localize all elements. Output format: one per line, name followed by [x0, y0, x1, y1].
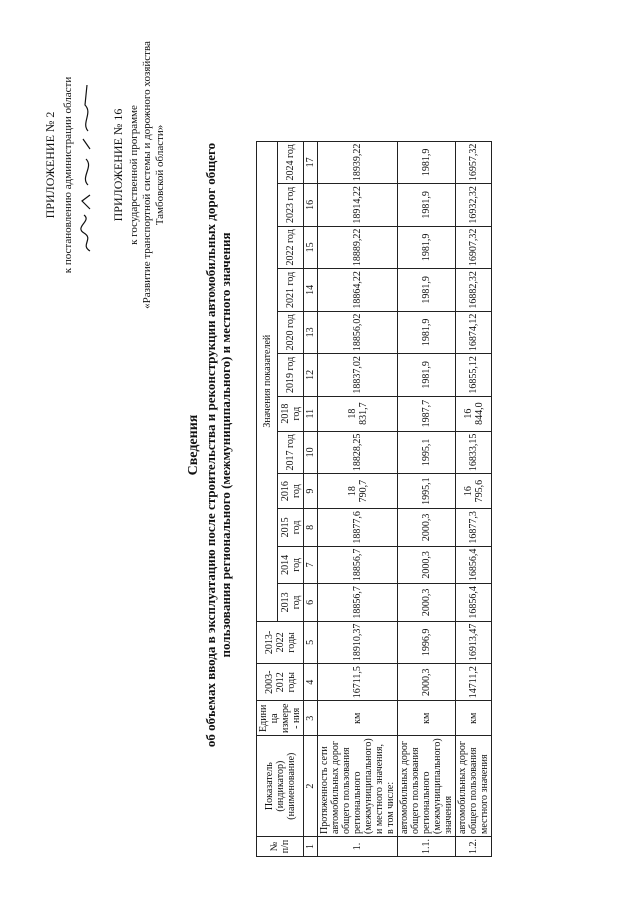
column-number: 4 — [304, 664, 318, 701]
row-value: 1981,9 — [398, 226, 456, 269]
row-value: 2000,3 — [398, 664, 456, 701]
table-header-row — [257, 141, 278, 856]
row-value: 18856,02 — [318, 311, 398, 354]
header-year: 2019 год — [278, 354, 304, 397]
header-year: 2014 год — [278, 546, 304, 584]
column-number: 9 — [304, 474, 318, 509]
header-unit: Едини ца измере - ния — [257, 701, 304, 736]
column-number: 13 — [304, 311, 318, 354]
row-value: 16 795,6 — [456, 474, 492, 509]
column-number: 5 — [304, 621, 318, 664]
title-main: Сведения — [186, 414, 201, 476]
column-number: 12 — [304, 354, 318, 397]
row-value: 18856,7 — [318, 546, 398, 584]
column-number: 6 — [304, 584, 318, 622]
row-value: 1995,1 — [398, 474, 456, 509]
row-unit: км — [398, 701, 456, 736]
row-value: 1981,9 — [398, 184, 456, 227]
row-unit: км — [456, 701, 492, 736]
header-year: 2013 год — [278, 584, 304, 622]
header-year: 2021 год — [278, 269, 304, 312]
column-number: 11 — [304, 396, 318, 431]
row-value: 1981,9 — [398, 141, 456, 184]
row-value: 16855,12 — [456, 354, 492, 397]
appendix-16-subtitle-line3: Тамбовской области» — [154, 124, 166, 226]
row-value: 16932,32 — [456, 184, 492, 227]
column-number: 7 — [304, 546, 318, 584]
row-value: 16 844,0 — [456, 396, 492, 431]
column-number: 14 — [304, 269, 318, 312]
row-value: 2000,3 — [398, 509, 456, 547]
row-number: 1.2. — [456, 837, 492, 857]
column-number: 8 — [304, 509, 318, 547]
appendix-16-subtitle-line1: к государственной программе — [128, 105, 140, 245]
row-indicator: автомобильных дорог общего пользования местного значения — [456, 736, 492, 837]
row-value: 18864,22 — [318, 269, 398, 312]
appendix-16-subtitle — [128, 0, 167, 365]
row-value: 18939,22 — [318, 141, 398, 184]
row-value: 16957,32 — [456, 141, 492, 184]
row-value: 16882,32 — [456, 269, 492, 312]
header-num: № п/п — [257, 837, 304, 857]
column-number: 16 — [304, 184, 318, 227]
row-value: 14711,2 — [456, 664, 492, 701]
row-value: 18877,6 — [318, 509, 398, 547]
row-indicator: Протяженность сети автомобильных дорог общего пользования регионального (межмуниципального) и местного значения, в том числе: — [318, 736, 398, 837]
column-number: 10 — [304, 431, 318, 474]
row-value: 18910,37 — [318, 621, 398, 664]
row-value: 16877,3 — [456, 509, 492, 547]
appendix-2-subtitle: к постановлению администрации области — [62, 76, 74, 274]
appendix-16-subtitle-line2: «Развитие транспортной системы и дорожного хозяйства — [141, 41, 153, 309]
header-values-group: Значения показателей — [257, 141, 278, 621]
row-value: 1996,9 — [398, 621, 456, 664]
row-value: 1987,7 — [398, 396, 456, 431]
header-year: 2022 год — [278, 226, 304, 269]
handwritten-signature — [78, 75, 96, 255]
table-row — [318, 141, 398, 856]
row-value: 2000,3 — [398, 546, 456, 584]
row-value: 18914,22 — [318, 184, 398, 227]
header-period-2013-2022: 2013- 2022 годы — [257, 621, 304, 664]
row-value: 1981,9 — [398, 269, 456, 312]
indicators-table — [256, 141, 492, 857]
row-number: 1. — [318, 837, 398, 857]
table-column-numbers-row — [304, 141, 318, 856]
header-year: 2016 год — [278, 474, 304, 509]
document-title — [186, 45, 233, 845]
row-value: 1981,9 — [398, 354, 456, 397]
row-value: 16711,5 — [318, 664, 398, 701]
row-unit: км — [318, 701, 398, 736]
column-number: 3 — [304, 701, 318, 736]
header-indicator: Показатель (индикатор) (наименование) — [257, 736, 304, 837]
table-row — [398, 141, 456, 856]
header-year: 2017 год — [278, 431, 304, 474]
row-value: 18 831,7 — [318, 396, 398, 431]
row-value: 18889,22 — [318, 226, 398, 269]
row-value: 16856,4 — [456, 584, 492, 622]
row-value: 16856,4 — [456, 546, 492, 584]
row-value: 16833,15 — [456, 431, 492, 474]
row-value: 16913,47 — [456, 621, 492, 664]
row-value: 18856,7 — [318, 584, 398, 622]
row-value: 2000,3 — [398, 584, 456, 622]
header-year: 2023 год — [278, 184, 304, 227]
row-value: 1995,1 — [398, 431, 456, 474]
header-year: 2015 год — [278, 509, 304, 547]
title-line-1: об объемах ввода в эксплуатацию после строительства и реконструкции автомобильных дорог общего — [203, 142, 218, 748]
row-number: 1.1. — [398, 837, 456, 857]
table-body — [318, 141, 492, 856]
column-number: 15 — [304, 226, 318, 269]
header-period-2003-2012: 2003- 2012 годы — [257, 664, 304, 701]
table-row — [456, 141, 492, 856]
header-year: 2020 год — [278, 311, 304, 354]
header-year: 2018 год — [278, 396, 304, 431]
row-value: 18828,25 — [318, 431, 398, 474]
row-indicator: автомобильных дорог общего пользования регионального (межмуниципального) значения — [398, 736, 456, 837]
title-line-2: пользования регионального (межмуниципального) и местного значения — [218, 232, 233, 658]
column-number: 2 — [304, 736, 318, 837]
row-value: 16907,32 — [456, 226, 492, 269]
column-number: 1 — [304, 837, 318, 857]
appendix-2-label: ПРИЛОЖЕНИЕ № 2 — [43, 111, 57, 219]
row-value: 18 790,7 — [318, 474, 398, 509]
row-value: 16874,12 — [456, 311, 492, 354]
header-year: 2024 год — [278, 141, 304, 184]
column-number: 17 — [304, 141, 318, 184]
appendix-16-label: ПРИЛОЖЕНИЕ № 16 — [111, 108, 125, 222]
row-value: 1981,9 — [398, 311, 456, 354]
row-value: 18837,02 — [318, 354, 398, 397]
